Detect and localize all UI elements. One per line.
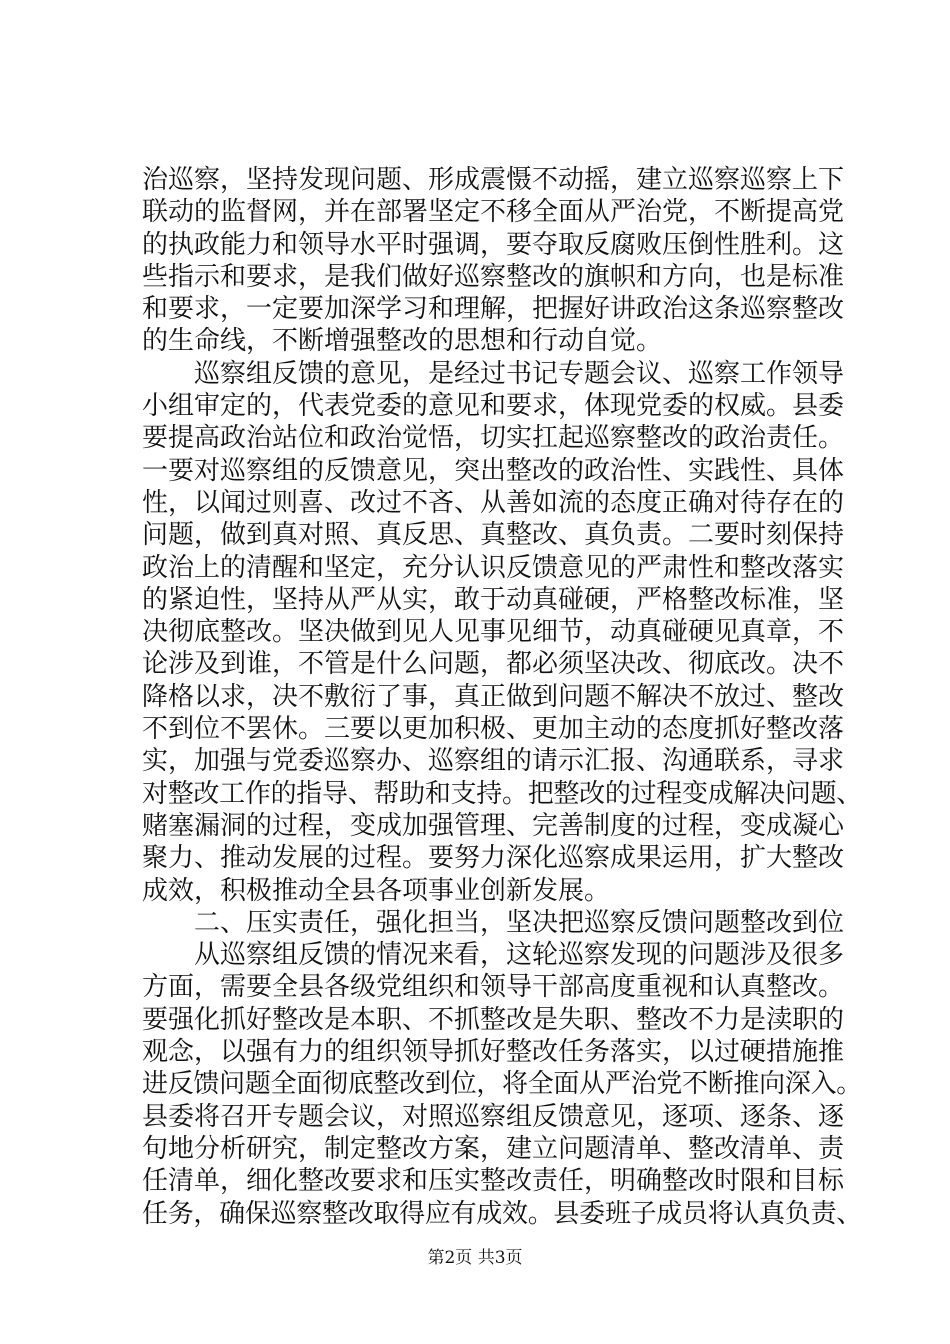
text-line: 一要对巡察组的反馈意见，突出整改的政治性、实践性、具体 [142,455,845,486]
text-line: 县委将召开专题会议，对照巡察组反馈意见，逐项、逐条、逐 [142,1101,845,1132]
text-line: 进反馈问题全面彻底整改到位，将全面从严治党不断推向深入。 [142,1069,863,1100]
text-line: 赌塞漏洞的过程，变成加强管理、完善制度的过程，变成凝心 [142,810,845,841]
text-line: 实，加强与党委巡察办、巡察组的请示汇报、沟通联系，寻求 [142,746,845,777]
body-text [142,164,862,1230]
text-line: 论涉及到谁，不管是什么问题，都必须坚决改、彻底改。决不 [142,649,845,680]
page-footer: 第2页 共3页 [427,1248,523,1268]
text-line: 治巡察，坚持发现问题、形成震慑不动摇，建立巡察巡察上下 [142,165,845,195]
text-line: 要强化抓好整改是本职、不抓整改是失职、整改不力是渎职的 [142,1004,845,1035]
text-line: 巡察组反馈的意见，是经过书记专题会议、巡察工作领导 [142,358,845,389]
text-line: 对整改工作的指导、帮助和支持。把整改的过程变成解决问题、 [142,778,863,809]
text-line: 句地分析研究，制定整改方案，建立问题清单、整改清单、责 [142,1133,845,1164]
text-line: 性，以闻过则喜、改过不吝、从善如流的态度正确对待存在的 [142,487,845,518]
text-line: 联动的监督网，并在部署坚定不移全面从严治党，不断提高党 [142,197,845,228]
text-line: 的生命线，不断增强整改的思想和行动自觉。 [142,326,663,357]
text-line: 问题，做到真对照、真反思、真整改、真负责。二要时刻保持 [142,520,845,551]
text-line: 方面，需要全县各级党组织和领导干部高度重视和认真整改。 [142,972,845,1003]
text-line: 要提高政治站位和政治觉悟，切实扛起巡察整改的政治责任。 [142,423,845,454]
text-line: 的执政能力和领导水平时强调，要夺取反腐败压倒性胜利。这 [142,229,845,260]
text-line: 任务，确保巡察整改取得应有成效。县委班子成员将认真负责、 [142,1198,863,1229]
text-line: 的紧迫性，坚持从严从实，敢于动真碰硬，严格整改标准，坚 [142,584,845,615]
text-line: 政治上的清醒和坚定，充分认识反馈意见的严肃性和整改落实 [142,552,845,583]
text-line: 不到位不罢休。三要以更加积极、更加主动的态度抓好整改落 [142,714,845,745]
text-line: 些指示和要求，是我们做好巡察整改的旗帜和方向，也是标准 [142,261,845,292]
text-line: 观念，以强有力的组织领导抓好整改任务落实，以过硬措施推 [142,1037,845,1068]
text-line: 和要求，一定要加深学习和理解，把握好讲政治这条巡察整改 [142,294,845,325]
text-line: 任清单，细化整改要求和压实整改责任，明确整改时限和目标 [142,1166,845,1197]
text-line: 降格以求，决不敷衍了事，真正做到问题不解决不放过、整改 [142,681,845,712]
text-line: 决彻底整改。坚决做到见人见事见细节，动真碰硬见真章，不 [142,617,845,648]
text-line: 聚力、推动发展的过程。要努力深化巡察成果运用，扩大整改 [142,843,845,874]
text-line: 成效，积极推动全县各项事业创新发展。 [142,875,611,906]
text-line: 二、压实责任，强化担当，坚决把巡察反馈问题整改到位 [142,907,845,938]
text-line: 小组审定的，代表党委的意见和要求，体现党委的权威。县委 [142,391,845,422]
text-line: 从巡察组反馈的情况来看，这轮巡察发现的问题涉及很多 [142,940,845,971]
